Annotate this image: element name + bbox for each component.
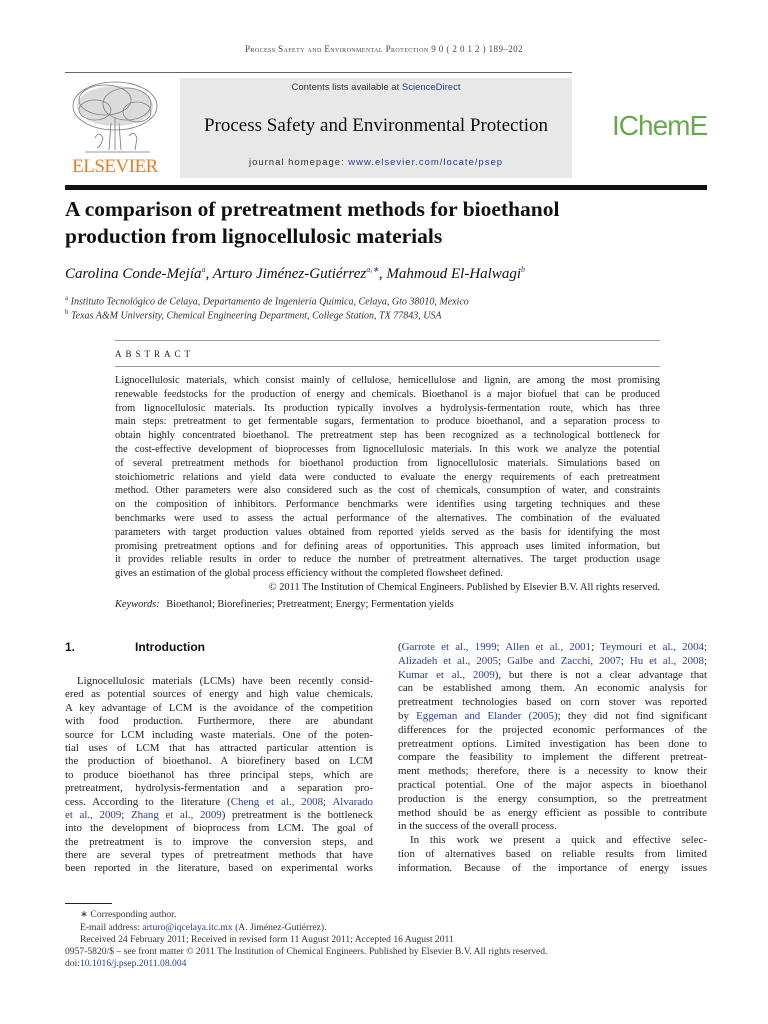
abstract-line: gives an estimation of the global process efficiency without the completed flowsheet defined.	[115, 568, 503, 580]
affiliation-mark: a	[65, 294, 69, 302]
citation-link[interactable]: Galbe and Zacchi, 2007	[507, 654, 621, 667]
abstract-line: the cost-effective development of bioprocesses from lignocellulosic materials. In this work we analyze the potential	[115, 443, 660, 455]
text-line	[65, 742, 373, 755]
footnote-rule	[65, 903, 112, 904]
icheme-logo	[612, 110, 707, 142]
text-segment: ;	[496, 641, 506, 653]
homepage-line	[180, 157, 572, 168]
text-line	[398, 793, 707, 807]
text-line	[65, 796, 373, 809]
text-line	[398, 724, 707, 738]
citation-link[interactable]: Cheng et al., 2008	[230, 795, 324, 808]
text-segment: by	[398, 709, 417, 722]
abstract-line: promising pretreatment options and for defining areas of opportunities. This approach uses limited information, but	[115, 540, 660, 552]
citation-link[interactable]: Alvarado	[332, 795, 373, 808]
text-segment: ;	[703, 641, 707, 653]
left-column	[65, 675, 373, 876]
text-segment: pretreatment options. Limited investigation has been done to	[398, 737, 707, 750]
text-line	[398, 641, 707, 655]
text-segment: ) pretreatment is the bottleneck	[221, 808, 373, 821]
text-segment: method should be as energy efficient as possible to contribute	[398, 806, 707, 819]
section-heading	[65, 640, 205, 654]
citation-link[interactable]: et al., 2009	[65, 808, 122, 821]
text-segment: to produce bioethanol has three principal steps, which are	[65, 768, 373, 781]
article-title	[65, 196, 715, 250]
affiliation	[65, 294, 469, 307]
citation-link[interactable]: Garrote et al., 1999	[401, 641, 497, 653]
masthead-bar	[65, 185, 707, 190]
email-suffix: (A. Jiménez-Gutiérrez).	[232, 922, 327, 933]
text-segment: ment methods; therefore, there is a necessity to know their	[398, 765, 707, 778]
text-segment: ;	[703, 654, 707, 667]
text-line	[65, 782, 373, 795]
text-line	[398, 862, 707, 876]
abstract-line: parameters with target production values obtained from reported yields served as the basis for identifying the most	[115, 526, 660, 538]
elsevier-wordmark: ELSEVIER	[72, 156, 158, 177]
front-matter: 0957-5820/$ – see front matter © 2011 The Institution of Chemical Engineers. Published by Elsevier B.V. All rights reserved.	[65, 946, 548, 957]
email-link[interactable]: arturo@iqcelaya.itc.mx	[142, 922, 233, 933]
affiliation-text: Texas A&M University, Chemical Engineering Department, College Station, TX 77843, USA	[71, 310, 442, 322]
citation-link[interactable]: Alizadeh et al., 2005	[398, 654, 499, 667]
running-head: Process Safety and Environmental Protection 9 0 ( 2 0 1 2 ) 189–202	[245, 44, 523, 54]
keywords-list: Bioethanol; Biorefineries; Pretreatment; Energy; Fermentation yields	[166, 599, 454, 610]
text-segment: pretreatment, hydrolysis-fermentation and a separation pro-	[65, 782, 373, 795]
affiliation-mark: b	[65, 308, 69, 316]
title-line-1: A comparison of pretreatment methods for bioethanol	[65, 197, 560, 221]
homepage-prefix: journal homepage:	[248, 157, 349, 168]
text-line	[398, 738, 707, 752]
footnote-received: Received 24 February 2011; Received in revised form 11 August 2011; Accepted 16 August 2011	[80, 934, 454, 945]
text-segment: differences for the projected economic performances of the	[398, 723, 707, 736]
abstract-body	[115, 374, 660, 595]
abstract-heading: ABSTRACT	[115, 349, 195, 359]
abstract-line: main steps: pretreatment to get fermentable sugars, fermentation to produce bioethanol, and a separation process to	[115, 416, 660, 428]
keywords-label: Keywords:	[115, 599, 160, 610]
text-line	[398, 751, 707, 765]
text-line	[398, 820, 707, 834]
text-segment: tion of alternatives based on reliable results from limited	[398, 847, 707, 860]
text-line	[398, 682, 707, 696]
text-segment: information. Because of the importance of energy issues	[398, 861, 707, 874]
text-line	[65, 822, 373, 835]
text-line	[65, 836, 373, 849]
text-segment: Lignocellulosic materials (LCMs) have been recently consid-	[77, 675, 373, 687]
sciencedirect-link[interactable]: ScienceDirect	[401, 82, 461, 93]
section-number: 1.	[65, 640, 76, 654]
elsevier-tree-icon	[65, 78, 165, 156]
text-segment: A key advantage of LCM is the avoidance of the competition	[65, 701, 373, 714]
text-line	[398, 655, 707, 669]
abstract-line: of several pretreatment methods for bioethanol production from lignocellulosic materials. Simulations based on	[115, 457, 660, 469]
text-segment: with food production. Furthermore, there are abundant	[65, 715, 373, 728]
citation-link[interactable]: Hu et al., 2008	[629, 654, 704, 667]
section-title: Introduction	[135, 640, 205, 654]
text-segment: ;	[121, 808, 131, 821]
abstract-copyright: © 2011 The Institution of Chemical Engineers. Published by Elsevier B.V. All rights reserved.	[268, 581, 660, 593]
text-segment: ), but there is not a clear advantage that	[494, 668, 707, 681]
author-name: Carolina Conde-Mejía	[65, 266, 202, 282]
abstract-line: method. Other parameters were also considered such as the cost of chemicals, consumption of water, and constraints	[115, 485, 660, 497]
affiliation	[65, 308, 442, 321]
text-line	[65, 755, 373, 768]
text-line	[65, 702, 373, 715]
author-affiliation-mark[interactable]: a,∗	[366, 265, 379, 274]
text-line	[398, 834, 707, 848]
text-line	[398, 779, 707, 793]
abstract-line: renewable feedstocks for the production of energy and chemicals. Bioethanol is a major biofuel that can be produced	[115, 388, 660, 400]
abstract-line: stoichiometric relations and yield data were conducted to evaluate the energy requirements of each pretreatment	[115, 471, 660, 483]
text-line	[65, 729, 373, 742]
abstract-line: Lignocellulosic materials, which consist mainly of cellulose, hemicellulose and lignin, are among the most promising	[115, 375, 660, 386]
citation-link[interactable]: Allen et al., 2001	[505, 641, 592, 653]
doi	[65, 958, 186, 969]
text-line	[398, 848, 707, 862]
text-segment: ered as potential sources of energy and high value chemicals.	[65, 688, 373, 701]
text-line	[398, 765, 707, 779]
text-segment: ;	[498, 654, 508, 667]
text-segment: ; they did not find significant	[557, 709, 707, 722]
author-list: Carolina Conde-Mejía$^a$, Arturo Jiménez-Gutiérrez$^{a,∗}$, Mahmoud El-Halwagi$^b$	[65, 265, 525, 282]
text-line	[65, 675, 373, 688]
text-segment: there are several types of pretreatment methods that have	[65, 849, 373, 862]
text-line	[398, 807, 707, 821]
author-affiliation-mark[interactable]: a	[201, 265, 206, 274]
text-segment: practical potential. One of the major aspects in bioethanol	[398, 778, 707, 791]
email-prefix: E-mail address:	[80, 922, 143, 933]
text-line	[65, 769, 373, 782]
abstract-rule-bottom	[115, 366, 660, 367]
text-line	[398, 710, 707, 724]
text-line	[398, 669, 707, 683]
text-line	[65, 849, 373, 862]
journal-masthead	[180, 78, 572, 178]
doi-prefix: doi:	[65, 958, 80, 969]
text-segment: production is the energy consumption, so the pretreatment	[398, 792, 707, 805]
title-line-2: production from lignocellulosic materials	[65, 224, 443, 248]
right-column	[398, 641, 707, 876]
text-segment: the pretreatment is to improve the conversion steps, and	[65, 835, 373, 848]
text-segment: (	[398, 641, 402, 653]
footnote-email	[80, 922, 326, 933]
abstract-line: benchmarks were used to assess the actual performance of the alternatives. The combination of the evaluated	[115, 512, 660, 524]
text-line	[65, 688, 373, 701]
abstract-line: from lignocellulosic materials. Its production typically involves a hydrolysis-fermentation route, which has three	[115, 402, 660, 414]
text-segment: can be established among them. An economic analysis for	[398, 682, 707, 695]
contents-line	[180, 82, 572, 93]
text-segment: ;	[620, 654, 630, 667]
header-rule	[65, 72, 572, 73]
abstract-line: on the composition of inhibitors. Performance benchmarks were identifies using targeting techniques and these	[115, 499, 660, 511]
text-segment: in the success of the overall process.	[398, 820, 557, 833]
doi-link[interactable]: 10.1016/j.psep.2011.08.004	[79, 958, 187, 969]
abstract-line: obtain highly concentrated bioethanol. The pretreatment step has been recognized as a technological bottleneck for	[115, 430, 660, 442]
text-segment: been reported in the literature, based on experimental works	[65, 862, 373, 875]
text-segment: source for LCM including waste materials. One of the poten-	[65, 728, 373, 741]
citation-link[interactable]: Zhang et al., 2009	[130, 808, 222, 821]
text-segment: the production of bioethanol. A biorefinery based on LCM	[65, 755, 373, 768]
icheme-logo-text: IChemE	[612, 110, 708, 141]
text-segment: cess. According to the literature (	[65, 795, 231, 808]
text-line	[65, 715, 373, 728]
text-line	[65, 862, 373, 875]
abstract-line: it provides reliable results in order to reduce the number of pretreatment alternatives. The target production usage	[115, 554, 660, 566]
text-segment: into the development of bioprocess from LCM. The goal of	[65, 822, 373, 835]
author-name: Mahmoud El-Halwagi	[386, 266, 521, 282]
text-segment: In this work we present a quick and effective selec-	[410, 834, 707, 847]
journal-title: Process Safety and Environmental Protection	[203, 115, 549, 136]
author-name: Arturo Jiménez-Gutiérrez	[212, 266, 367, 282]
contents-prefix: Contents lists available at	[291, 82, 402, 93]
keywords	[115, 599, 454, 610]
text-line	[65, 809, 373, 822]
text-segment: ;	[323, 795, 333, 808]
homepage-link[interactable]: www.elsevier.com/locate/psep	[348, 157, 504, 168]
citation-link[interactable]: Eggeman and Elander (2005)	[416, 709, 558, 722]
citation-link[interactable]: Kumar et al., 2009	[398, 668, 495, 681]
footnote-corresponding: ∗ Corresponding author.	[80, 909, 177, 920]
text-segment: compare the feasibility to implement the different pretreat-	[398, 751, 707, 764]
text-segment: tial uses of LCM that has attracted particular attention is	[65, 741, 373, 754]
affiliation-text: Instituto Tecnológico de Celaya, Departamento de Ingeniería Química, Celaya, Gto 38010, Mexico	[70, 296, 469, 308]
abstract-rule-top	[115, 340, 660, 341]
elsevier-logo[interactable]	[65, 78, 165, 178]
author-affiliation-mark[interactable]: b	[521, 265, 525, 274]
citation-link[interactable]: Teymouri et al., 2004	[600, 641, 704, 653]
text-segment: pretreatment technologies based on corn stover was reported	[398, 696, 707, 709]
text-line	[398, 696, 707, 710]
text-segment: ;	[591, 641, 601, 653]
